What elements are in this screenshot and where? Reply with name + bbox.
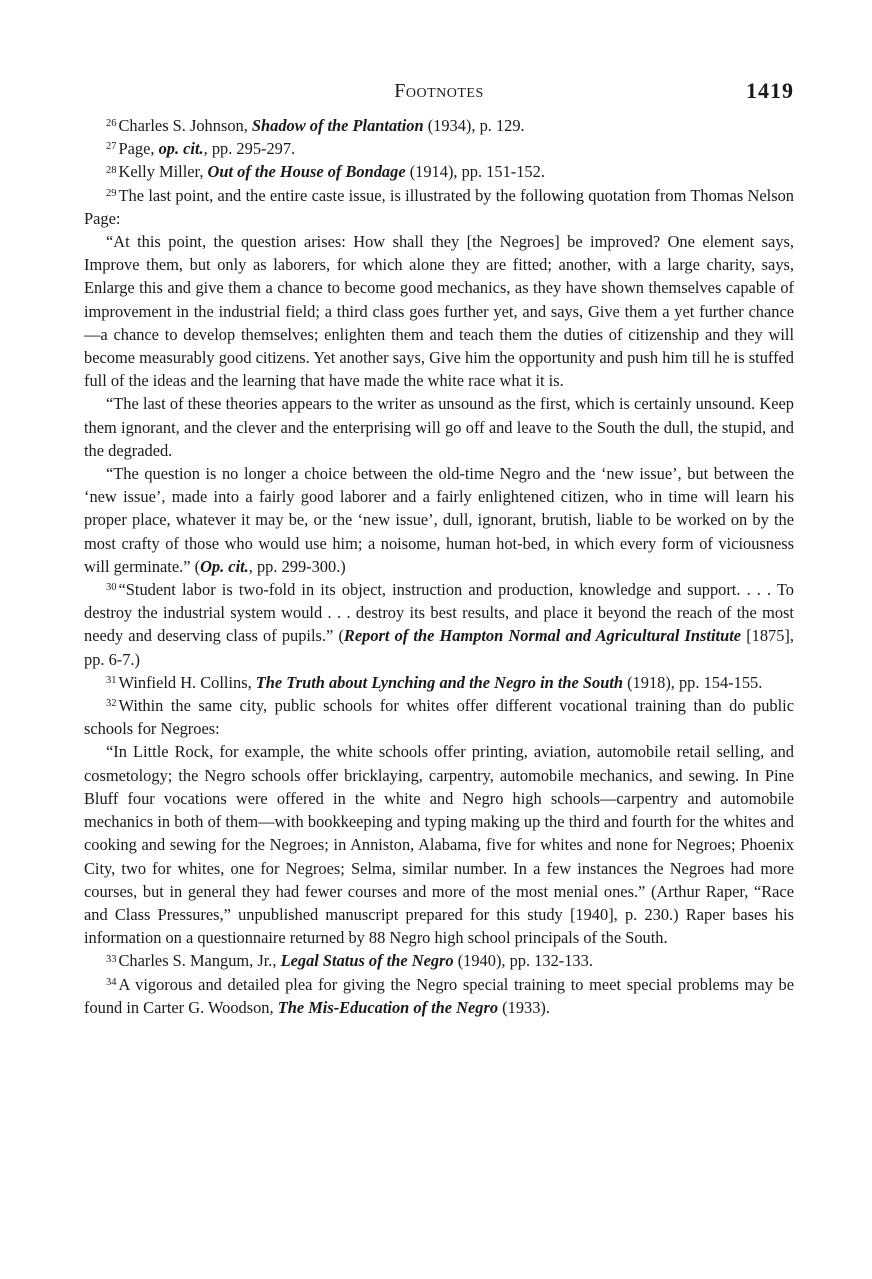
footnote-29 — [84, 184, 794, 230]
running-header — [84, 80, 794, 110]
footnote-quote-paragraph — [84, 230, 794, 392]
footnote-28 — [84, 160, 794, 183]
footnote-number: 34 — [106, 976, 117, 988]
footnote-text: “The question is no longer a choice between the old-time Negro and the ‘new issue’, but between the ‘new issue’, made into a fairly good laborer and a fairly enlightened citizen, who in time will learn his proper place, whatever it may be, or the ‘new issue’, dull, ignorant, brutish, liable to be worked on by the most crafty of those who would use him; a noisome, human hot-bed, in which every form of viciousness will germinate.” ( — [84, 464, 794, 576]
footnote-text: (1940), pp. 132-133. — [453, 951, 593, 971]
citation-title: The Mis-Education of the Negro — [277, 997, 499, 1017]
footnote-text: , pp. 299-300.) — [248, 556, 346, 576]
footnote-text: A vigorous and detailed plea for giving the Negro special training to meet special problems may be found in Carter G. Woodson, — [84, 974, 794, 1017]
citation-title: Out of the House of Bondage — [207, 162, 406, 182]
footnote-number: 32 — [106, 698, 117, 710]
footnote-text: Charles S. Johnson, — [118, 116, 252, 135]
footnotes-section — [84, 114, 794, 1019]
page-number: 1419 — [746, 78, 794, 103]
footnote-26 — [84, 114, 794, 137]
footnote-text: “Student labor is two-fold in its object, instruction and production, knowledge and support. . . . To destroy the industrial system would . . . destroy its best results, and place it beyond the reach of the most needy and deserving class of pupils.” ( — [84, 580, 794, 646]
footnote-number: 31 — [106, 675, 117, 687]
footnote-text: Kelly Miller, — [118, 162, 208, 182]
footnote-text: (1914), pp. 151-152. — [405, 162, 545, 182]
footnote-text: “The last of these theories appears to the writer as unsound as the first, which is certainly unsound. Keep them ignorant, and the clever and the enterprising will go off and leave to the South the dull, the stupid, and the degraded. — [84, 394, 794, 460]
footnote-number: 30 — [106, 582, 117, 594]
footnote-text: (1934), p. 129. — [423, 116, 525, 135]
footnote-text: The last point, and the entire caste issue, is illustrated by the following quotation from Thomas Nelson Page: — [84, 185, 794, 228]
footnote-number: 29 — [106, 187, 117, 199]
citation-title: Report of the Hampton Normal and Agricultural Institute — [343, 626, 742, 646]
footnote-quote-paragraph — [84, 462, 794, 578]
footnote-text: , pp. 295-297. — [203, 139, 296, 159]
footnote-number: 27 — [106, 141, 117, 153]
footnote-30 — [84, 578, 794, 671]
footnote-text: Winfield H. Collins, — [118, 672, 256, 692]
footnote-quote-paragraph — [84, 392, 794, 462]
footnote-text: [1875], pp. 6-7.) — [84, 626, 794, 669]
footnote-text: (1933). — [498, 997, 550, 1017]
document-page — [84, 80, 794, 1019]
footnote-text: Within the same city, public schools for whites offer different vocational training than do public schools for Negroes: — [84, 696, 794, 739]
citation-title: Legal Status of the Negro — [280, 951, 454, 971]
running-title: Footnotes — [394, 80, 484, 102]
footnote-text: “At this point, the question arises: How shall they [the Negroes] be improved? One element says, Improve them, but only as laborers, for which alone they are fitted; another, with a large charity, says, Enlarge this and give them a chance to become good mechanics, as they have shown themselves capable of improvement in the industrial field; a third class goes further yet, and says, Give them a yet further chance—a chance to develop themselves; enlighten them and teach them the duties of citizenship and they will become measurably good citizens. Yet another says, Give him the opportunity and push him till he is stuffed full of the ideas and the learning that have made the white race what it is. — [84, 232, 794, 391]
footnote-text: Page, — [118, 139, 159, 159]
footnote-number: 28 — [106, 164, 117, 176]
citation-title: Shadow of the Plantation — [251, 116, 424, 135]
footnote-text: Charles S. Mangum, Jr., — [118, 951, 281, 971]
footnote-text: (1918), pp. 154-155. — [623, 672, 763, 692]
footnote-quote-paragraph — [84, 740, 794, 949]
footnote-text: “In Little Rock, for example, the white schools offer printing, aviation, automobile retail selling, and cosmetology; the Negro schools offer bricklaying, carpentry, automobile mechanics, and sewing. In Pine Bluff four vocations were offered in the white and Negro high schools—carpentry and automobile mechanics in both of them—with bookkeeping and typing making up the third and fourth for the whites and cooking and sewing for the Negroes; in Anniston, Alabama, five for whites and none for Negroes; Phoenix City, two for whites, one for Negroes; Selma, similar number. In a few instances the Negroes had more courses, but in general they had fewer courses and more of the most menial ones.” (Arthur Raper, “Race and Class Pressures,” unpublished manuscript prepared for this study [1940], p. 230.) Raper bases his information on a questionnaire returned by 88 Negro high school principals of the South. — [84, 742, 794, 948]
citation-title: The Truth about Lynching and the Negro in the South — [255, 672, 623, 692]
footnote-number: 26 — [106, 118, 117, 130]
footnote-27 — [84, 137, 794, 160]
citation-title: op. cit. — [158, 139, 204, 159]
footnote-33 — [84, 949, 794, 972]
footnote-34 — [84, 973, 794, 1019]
footnote-number: 33 — [106, 953, 117, 965]
footnote-32 — [84, 694, 794, 740]
footnote-31 — [84, 671, 794, 694]
citation-title: Op. cit. — [200, 556, 249, 576]
